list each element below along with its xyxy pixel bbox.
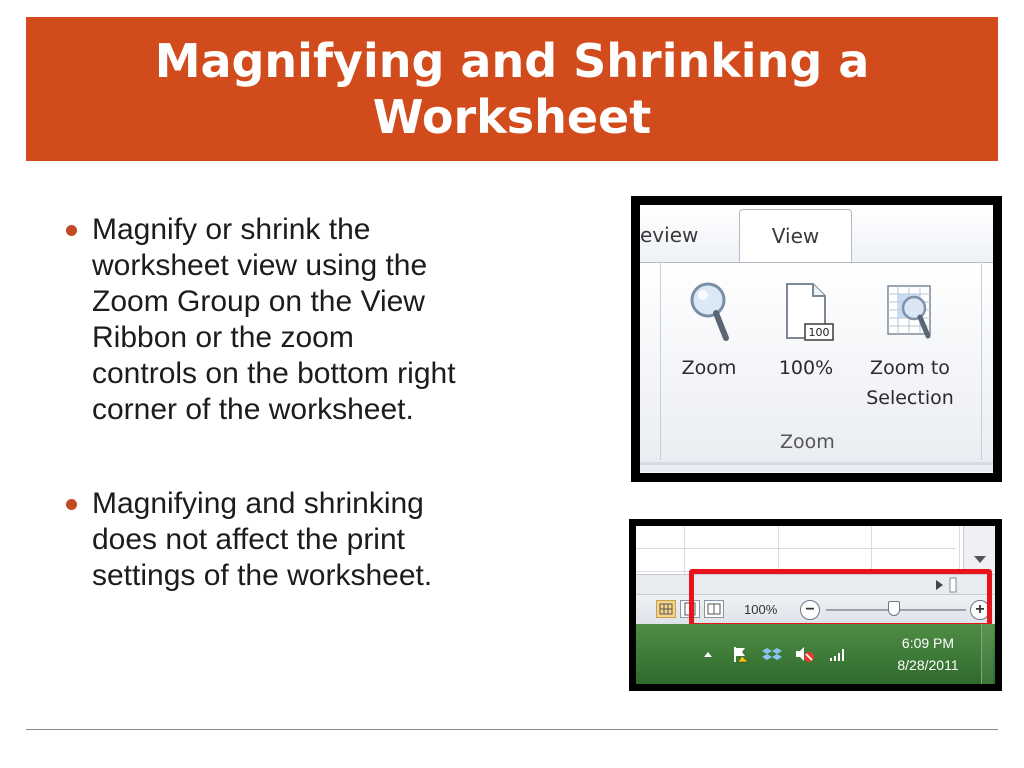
zoom-out-button[interactable]: − — [800, 600, 820, 620]
ribbon-tab-strip — [640, 205, 993, 262]
show-desktop-button[interactable] — [981, 624, 993, 684]
normal-view-icon — [657, 601, 675, 617]
clock-time: 6:09 PM — [901, 635, 955, 651]
bullet-item — [62, 212, 602, 428]
bullet-item — [62, 486, 602, 594]
show-hidden-icons-arrow-icon[interactable] — [698, 644, 718, 664]
slide-title-line2: Worksheet — [372, 90, 652, 144]
zoom-to-selection-button[interactable] — [854, 280, 966, 413]
bullet-text: Magnify or shrink the worksheet view using the Zoom Group on the View Ribbon or the zoom controls on the bottom right corner of the worksheet. — [92, 213, 456, 426]
statusbar-screenshot — [629, 519, 1002, 691]
bullet-dot-icon — [66, 499, 77, 510]
footer-divider — [26, 729, 998, 730]
zoom-in-button[interactable]: + — [970, 600, 990, 620]
zoom-100-button-label: 100% — [778, 357, 834, 379]
zoom-group-label: Zoom — [780, 431, 835, 453]
page-100-badge: 100 — [808, 326, 830, 339]
action-center-flag-icon[interactable] — [730, 644, 750, 664]
zoom-level-label[interactable]: 100% — [744, 602, 778, 617]
worksheet-grid — [636, 526, 995, 574]
tab-review[interactable]: eview — [640, 223, 699, 247]
zoom-100-button[interactable] — [766, 280, 846, 383]
windows-taskbar — [636, 624, 995, 684]
volume-muted-icon[interactable] — [794, 644, 814, 664]
vertical-scrollbar[interactable] — [963, 526, 995, 574]
slide-title-line1: Magnifying and Shrinking a — [154, 34, 870, 88]
system-clock[interactable] — [888, 632, 968, 676]
ribbon-screenshot — [631, 196, 1002, 482]
clock-date: 8/28/2011 — [897, 657, 959, 673]
zoom-to-selection-label: Zoom to Selection — [866, 357, 954, 409]
bullet-dot-icon — [66, 225, 77, 236]
page-100-icon — [777, 280, 835, 344]
dropbox-icon[interactable] — [762, 644, 782, 664]
ribbon-bottom-divider — [640, 462, 993, 465]
bullet-text: Magnifying and shrinking does not affect the print settings of the worksheet. — [92, 487, 433, 592]
zoom-button[interactable] — [674, 280, 744, 383]
zoom-button-label: Zoom — [681, 357, 737, 379]
magnifier-icon — [686, 280, 732, 344]
tab-view[interactable]: View — [739, 209, 852, 263]
scroll-down-arrow-icon[interactable] — [964, 526, 995, 574]
normal-view-button[interactable] — [656, 600, 676, 618]
zoom-controls-highlight — [689, 569, 992, 628]
slide-title-bar — [26, 17, 998, 161]
network-signal-icon[interactable] — [828, 644, 848, 664]
zoom-to-selection-icon — [878, 280, 942, 344]
bullet-list — [62, 212, 602, 652]
